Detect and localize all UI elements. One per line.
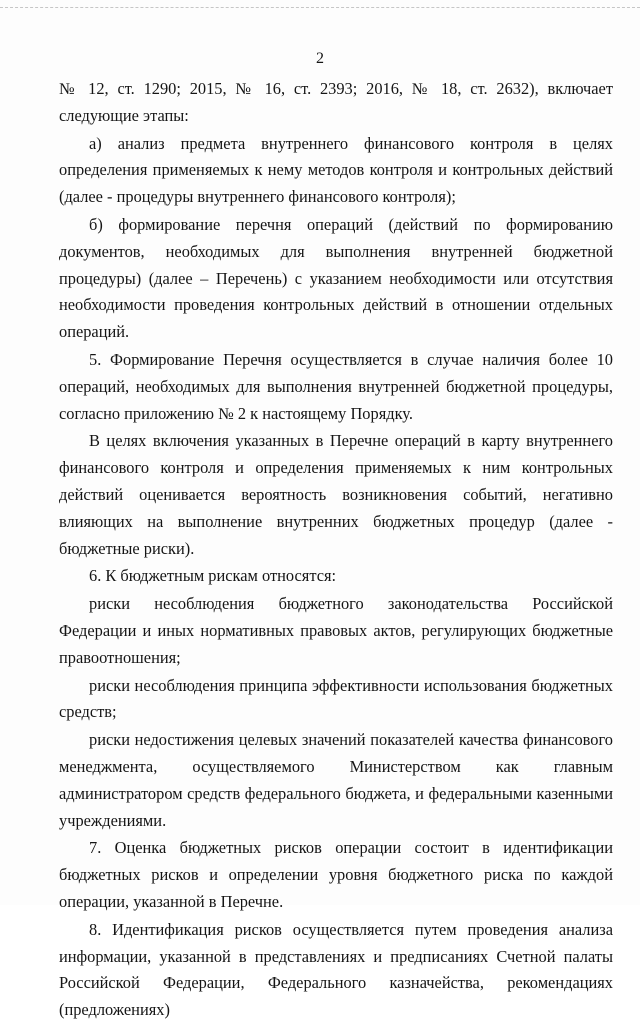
paragraph-clause-8: 8. Идентификация рисков осуществляется путем проведения анализа информации, указанной в представлениях и предписаниях Счетной палаты Российской Федерации, Федерального казначейства, рекомендациях (предложениях) [59,919,613,1020]
paragraph-risk-efficiency: риски несоблюдения принципа эффективности использования бюджетных средств; [59,675,613,722]
document-body [59,76,613,1024]
paragraph-risk-assessment: В целях включения указанных в Перечне операций в карту внутреннего финансового контроля и определения применяемых к ним контрольных действий оценивается вероятность возникновения событий, негативно влияющих на выполнение внутренних бюджетных процедур (далее - бюджетные риски). [59,431,613,558]
paragraph-risk-legislation: риски несоблюдения бюджетного законодательства Российской Федерации и иных нормативных правовых актов, регулирующих бюджетные правоотношения; [59,594,613,667]
scan-edge-line [0,7,640,8]
paragraph-item-b: б) формирование перечня операций (действий по формированию документов, необходимых для выполнения внутренней бюджетной процедуры) (далее – Перечень) с указанием необходимости или отсутствия необходимости проведения контрольных действий в отношении отдельных операций. [59,214,613,342]
paragraph-clause-7: 7. Оценка бюджетных рисков операции состоит в идентификации бюджетных рисков и определении уровня бюджетного риска по каждой операции, указанной в Перечне. [59,838,613,911]
paragraph-clause-6: 6. К бюджетным рискам относятся: [89,566,337,586]
paragraph-clause-5: 5. Формирование Перечня осуществляется в случае наличия более 10 операций, необходимых для выполнения внутренней бюджетной процедуры, согласно приложению № 2 к настоящему Порядку. [59,349,613,423]
paragraph-continuation: № 12, ст. 1290; 2015, № 16, ст. 2393; 2016, № 18, ст. 2632), включает следующие этапы: [59,79,613,125]
page-number: 2 [316,50,324,67]
paragraph-item-a: а) анализ предмета внутреннего финансового контроля в целях определения применяемых к нему методов контроля и контрольных действий (далее - процедуры внутреннего финансового контроля); [59,133,613,207]
paragraph-risk-targets: риски недостижения целевых значений показателей качества финансового менеджмента, осуществляемого Министерством как главным администратором средств федерального бюджета, и федеральными казенными учреждениями. [59,730,613,830]
